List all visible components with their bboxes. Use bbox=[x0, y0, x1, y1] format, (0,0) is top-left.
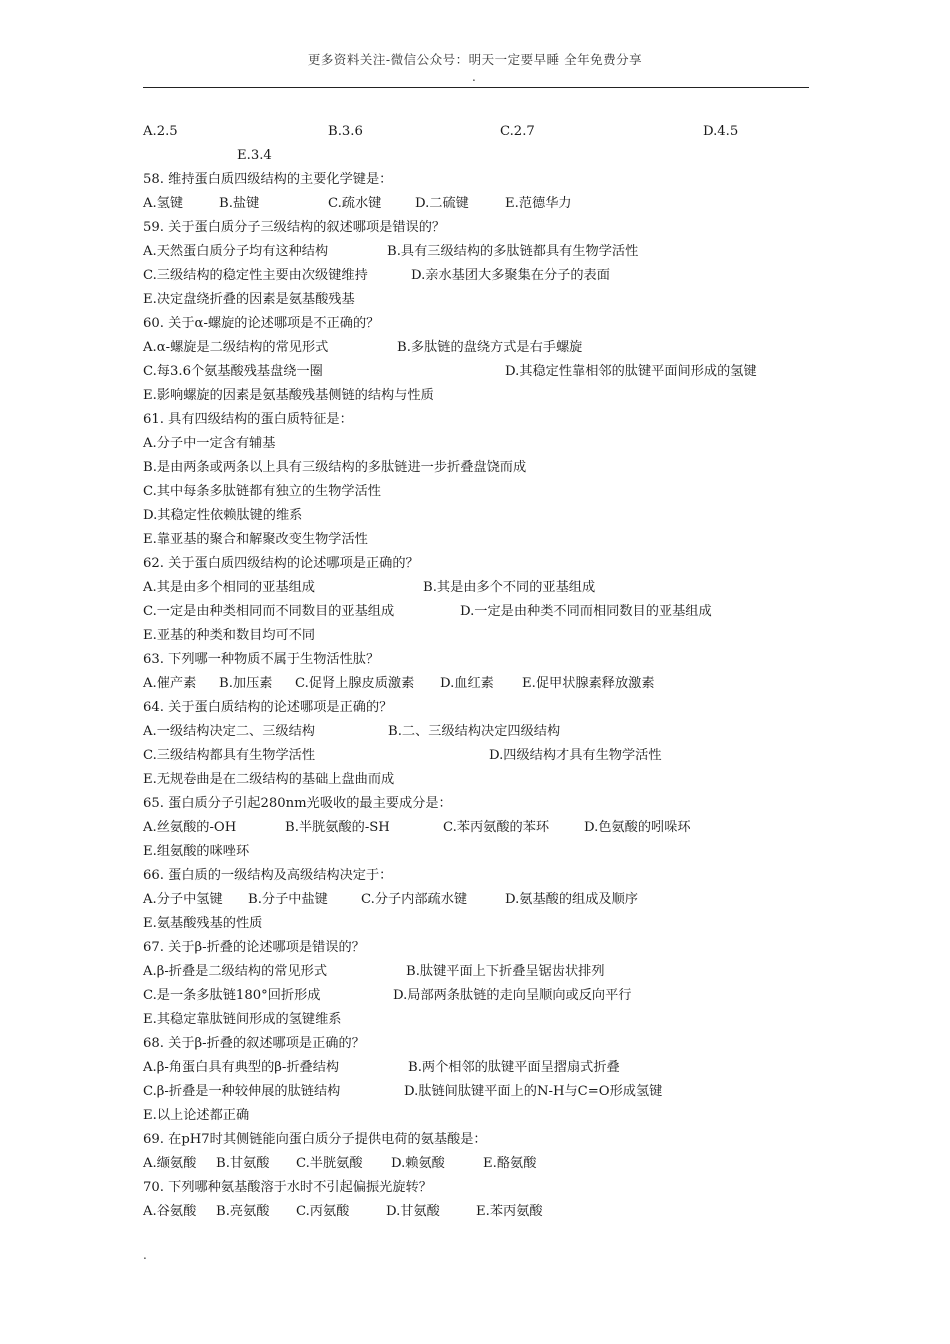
q58-option-c: C.疏水键 bbox=[328, 196, 382, 211]
q57-options-row bbox=[143, 120, 823, 144]
q70-options-row bbox=[143, 1200, 823, 1224]
q57-option-a: A.2.5 bbox=[143, 124, 178, 139]
q58-option-d: D.二硫键 bbox=[415, 196, 469, 211]
q68-option-d: D.肽链间肽键平面上的N-H与C=O形成氢键 bbox=[404, 1084, 663, 1099]
q65-option-a: A.丝氨酸的-OH bbox=[143, 820, 237, 835]
q66-option-d: D.氨基酸的组成及顺序 bbox=[505, 892, 638, 907]
q66-options-row bbox=[143, 888, 823, 912]
q69-option-d: D.赖氨酸 bbox=[391, 1156, 445, 1171]
q64-options-row-2 bbox=[143, 744, 823, 768]
q67-options-row-2 bbox=[143, 984, 823, 1008]
q59-option-e: E.决定盘绕折叠的因素是氨基酸残基 bbox=[143, 292, 355, 307]
q57-option-b: B.3.6 bbox=[328, 124, 363, 139]
q68-option-e: E.以上论述都正确 bbox=[143, 1108, 250, 1123]
q60-option-d: D.其稳定性靠相邻的肽键平面间形成的氢键 bbox=[505, 364, 757, 379]
q70-option-b: B.亮氨酸 bbox=[216, 1204, 270, 1219]
q64-option-c: C.三级结构都具有生物学活性 bbox=[143, 748, 316, 763]
q62-option-c: C.一定是由种类相同而不同数目的亚基组成 bbox=[143, 604, 395, 619]
q68-options-row-1 bbox=[143, 1056, 823, 1080]
q67-option-a: A.β-折叠是二级结构的常见形式 bbox=[143, 964, 328, 979]
q57-option-d: D.4.5 bbox=[703, 124, 739, 139]
q63-option-b: B.加压素 bbox=[219, 676, 273, 691]
q63-question: 63. 下列哪一种物质不属于生物活性肽？ bbox=[143, 652, 380, 667]
q60-question: 60. 关于α-螺旋的论述哪项是不正确的？ bbox=[143, 316, 380, 331]
q62-option-b: B.其是由多个不同的亚基组成 bbox=[423, 580, 596, 595]
q59-options-row-1 bbox=[143, 240, 823, 264]
footer-dot: . bbox=[143, 1248, 147, 1262]
q58-options-row bbox=[143, 192, 823, 216]
q70-option-d: D.甘氨酸 bbox=[386, 1204, 440, 1219]
q67-option-b: B.肽键平面上下折叠呈锯齿状排列 bbox=[406, 964, 605, 979]
q66-option-a: A.分子中氢键 bbox=[143, 892, 223, 907]
q67-question: 67. 关于β-折叠的论述哪项是错误的？ bbox=[143, 940, 365, 955]
header-rule bbox=[143, 87, 809, 88]
question-list bbox=[143, 120, 823, 1224]
q60-options-row-2 bbox=[143, 360, 823, 384]
q58-option-e: E.范德华力 bbox=[505, 196, 572, 211]
q64-option-e: E.无规卷曲是在二级结构的基础上盘曲而成 bbox=[143, 772, 395, 787]
q62-option-e: E.亚基的种类和数目均可不同 bbox=[143, 628, 316, 643]
q62-option-d: D.一定是由种类不同而相同数目的亚基组成 bbox=[460, 604, 712, 619]
q60-option-e: E.影响螺旋的因素是氨基酸残基侧链的结构与性质 bbox=[143, 388, 434, 403]
q69-option-b: B.甘氨酸 bbox=[216, 1156, 270, 1171]
q69-question: 69. 在pH7时其侧链能向蛋白质分子提供电荷的氨基酸是： bbox=[143, 1132, 487, 1147]
q63-option-e: E.促甲状腺素释放激素 bbox=[522, 676, 655, 691]
page-header: 更多资料关注-微信公众号：明天一定要早睡 全年免费分享 bbox=[307, 52, 643, 67]
header-dot: . bbox=[472, 70, 476, 84]
q66-question: 66. 蛋白质的一级结构及高级结构决定于： bbox=[143, 868, 393, 883]
q67-option-c: C.是一条多肽链180°回折形成 bbox=[143, 988, 321, 1003]
q65-option-c: C.苯丙氨酸的苯环 bbox=[443, 820, 550, 835]
q60-option-b: B.多肽链的盘绕方式是右手螺旋 bbox=[397, 340, 583, 355]
q59-option-a: A.天然蛋白质分子均有这种结构 bbox=[143, 244, 329, 259]
q70-option-a: A.谷氨酸 bbox=[143, 1204, 197, 1219]
q60-options-row-1 bbox=[143, 336, 823, 360]
q58-question: 58. 维持蛋白质四级结构的主要化学键是： bbox=[143, 172, 393, 187]
q61-option-c: C.其中每条多肽链都有独立的生物学活性 bbox=[143, 484, 381, 499]
q66-option-b: B.分子中盐键 bbox=[248, 892, 328, 907]
q61-question: 61. 具有四级结构的蛋白质特征是： bbox=[143, 412, 353, 427]
q67-options-row-1 bbox=[143, 960, 823, 984]
q59-option-d: D.亲水基团大多聚集在分子的表面 bbox=[411, 268, 610, 283]
q59-option-c: C.三级结构的稳定性主要由次级键维持 bbox=[143, 268, 368, 283]
q64-option-a: A.一级结构决定二、三级结构 bbox=[143, 724, 315, 739]
q64-options-row-1 bbox=[143, 720, 823, 744]
q66-option-e: E.氨基酸残基的性质 bbox=[143, 916, 263, 931]
q68-question: 68. 关于β-折叠的叙述哪项是正确的？ bbox=[143, 1036, 365, 1051]
q65-question: 65. 蛋白质分子引起280nm光吸收的最主要成分是： bbox=[143, 796, 452, 811]
q62-question: 62. 关于蛋白质四级结构的论述哪项是正确的？ bbox=[143, 556, 419, 571]
q60-option-c: C.每3.6个氨基酸残基盘绕一圈 bbox=[143, 364, 323, 379]
q59-question: 59. 关于蛋白质分子三级结构的叙述哪项是错误的？ bbox=[143, 220, 446, 235]
q67-option-e: E.其稳定靠肽链间形成的氢键维系 bbox=[143, 1012, 342, 1027]
q65-option-e: E.组氨酸的咪唑环 bbox=[143, 844, 250, 859]
q57-option-c: C.2.7 bbox=[500, 124, 535, 139]
q68-option-b: B.两个相邻的肽键平面呈摺扇式折叠 bbox=[408, 1060, 620, 1075]
q70-option-c: C.丙氨酸 bbox=[296, 1204, 350, 1219]
q66-option-c: C.分子内部疏水键 bbox=[361, 892, 468, 907]
q61-option-a: A.分子中一定含有辅基 bbox=[143, 436, 276, 451]
q62-option-a: A.其是由多个相同的亚基组成 bbox=[143, 580, 315, 595]
q63-option-c: C.促肾上腺皮质激素 bbox=[295, 676, 415, 691]
q61-option-e: E.靠亚基的聚合和解聚改变生物学活性 bbox=[143, 532, 368, 547]
q65-option-b: B.半胱氨酸的-SH bbox=[285, 820, 390, 835]
q57-options-row-2 bbox=[143, 144, 823, 168]
q68-option-a: A.β-角蛋白具有典型的β-折叠结构 bbox=[143, 1060, 340, 1075]
q57-option-e: E.3.4 bbox=[237, 148, 272, 163]
q63-options-row bbox=[143, 672, 823, 696]
q63-option-a: A.催产素 bbox=[143, 676, 197, 691]
q62-options-row-1 bbox=[143, 576, 823, 600]
q59-options-row-2 bbox=[143, 264, 823, 288]
q59-option-b: B.具有三级结构的多肽链都具有生物学活性 bbox=[387, 244, 639, 259]
q65-option-d: D.色氨酸的吲哚环 bbox=[584, 820, 691, 835]
q67-option-d: D.局部两条肽链的走向呈顺向或反向平行 bbox=[393, 988, 632, 1003]
q70-option-e: E.苯丙氨酸 bbox=[476, 1204, 543, 1219]
q70-question: 70. 下列哪种氨基酸溶于水时不引起偏振光旋转？ bbox=[143, 1180, 432, 1195]
q58-option-a: A.氢键 bbox=[143, 196, 184, 211]
q68-option-c: C.β-折叠是一种较伸展的肽链结构 bbox=[143, 1084, 341, 1099]
q68-options-row-2 bbox=[143, 1080, 823, 1104]
q64-option-b: B.二、三级结构决定四级结构 bbox=[388, 724, 561, 739]
q62-options-row-2 bbox=[143, 600, 823, 624]
q69-option-a: A.缬氨酸 bbox=[143, 1156, 197, 1171]
q64-option-d: D.四级结构才具有生物学活性 bbox=[489, 748, 662, 763]
q61-option-d: D.其稳定性依赖肽键的维系 bbox=[143, 508, 303, 523]
q69-option-e: E.酪氨酸 bbox=[483, 1156, 537, 1171]
q60-option-a: A.α-螺旋是二级结构的常见形式 bbox=[143, 340, 329, 355]
q63-option-d: D.血红素 bbox=[440, 676, 494, 691]
q64-question: 64. 关于蛋白质结构的论述哪项是正确的？ bbox=[143, 700, 393, 715]
q61-option-b: B.是由两条或两条以上具有三级结构的多肽链进一步折叠盘饶而成 bbox=[143, 460, 527, 475]
q69-option-c: C.半胱氨酸 bbox=[296, 1156, 363, 1171]
q58-option-b: B.盐键 bbox=[219, 196, 260, 211]
q65-options-row bbox=[143, 816, 823, 840]
q69-options-row bbox=[143, 1152, 823, 1176]
